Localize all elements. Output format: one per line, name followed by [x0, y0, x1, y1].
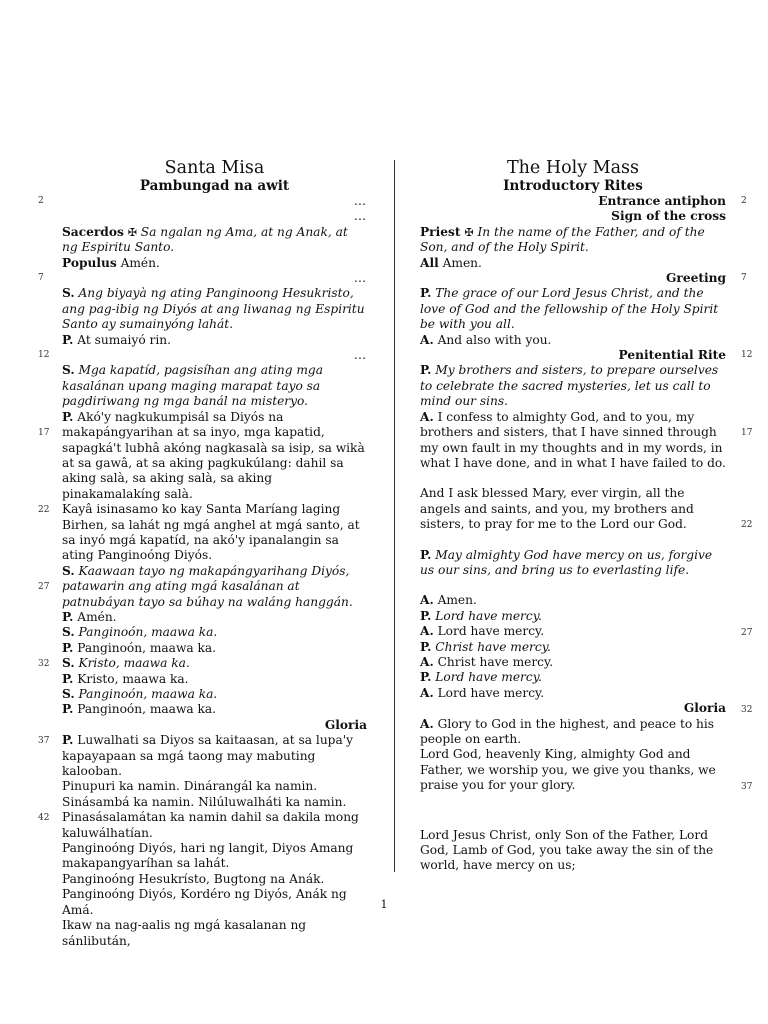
prayer-text: Amen.: [442, 255, 482, 270]
right-gloria-heading: Gloria: [683, 701, 726, 716]
prayer-text: At sumaiyó rin.: [77, 332, 171, 347]
right-greeting-a: [420, 333, 726, 348]
role-label: S.: [62, 363, 75, 378]
right-sign-of-cross: [420, 225, 726, 256]
left-sign-of-cross: [62, 225, 367, 256]
left-absolution-s: [62, 564, 367, 610]
prayer-text: Amén.: [77, 609, 117, 624]
left-penitential-p: [62, 410, 367, 502]
page-number: 1: [380, 898, 388, 911]
kyrie-line: [420, 624, 726, 639]
line-number: 32: [741, 705, 753, 715]
kyrie-line: [62, 687, 367, 702]
role-label: A.: [420, 332, 434, 347]
spacer: [420, 578, 726, 593]
line-number: 2: [38, 196, 44, 206]
right-subtitle: Introductory Rites: [503, 178, 643, 194]
role-label: P.: [62, 332, 74, 347]
cross-icon: ✠: [464, 225, 474, 239]
kyrie-line: [62, 641, 367, 656]
role-label: All: [420, 255, 439, 270]
left-dots-2: …: [353, 209, 367, 224]
kyrie-line: [420, 686, 726, 701]
role-label: A.: [420, 409, 434, 424]
prayer-text: Lord have mercy.: [437, 624, 545, 639]
line-number: 17: [38, 428, 50, 438]
left-dots-4: …: [353, 348, 367, 363]
prayer-text: Kristo, maawa ka.: [77, 671, 189, 686]
prayer-text: Lord have mercy.: [437, 685, 545, 700]
role-label: P.: [420, 363, 432, 378]
left-greeting-p: [62, 333, 367, 348]
prayer-text: Ang biyayà ng ating Panginoong Hesukristo, ang pag-ibig ng Diyós at ang liwanag ng Espiritu Santo ay sumainyóng lahát.: [62, 286, 365, 332]
left-gloria-line: Panginoóng Hesukrísto, Bugtong na Anák.: [62, 871, 325, 886]
prayer-text: And also with you.: [437, 332, 552, 347]
kyrie-line: [420, 640, 726, 655]
left-gloria-line: Panginoóng Diyós, hari ng langit, Diyos Amang makapangyaríhan sa lahát.: [62, 841, 354, 871]
role-label: P.: [62, 733, 74, 748]
left-gloria-line: Pinupuri ka namin. Dinárangál ka namin. Sinásambá ka namin. Nilúluwalháti ka namin. Pinasásalamátan ka namin dahil sa dakila mong kaluwálhatían.: [62, 779, 359, 840]
role-label: P.: [62, 640, 74, 655]
prayer-text: I confess to almighty God, and to you, my brothers and sisters, that I have sinned through my own fault in my thoughts and in my words, in what I have done, and in what I have failed to do.: [420, 409, 726, 470]
role-label: P.: [420, 286, 432, 301]
left-penitential-p2: Kayâ isinasamo ko kay Santa Maríang laging Birhen, sa lahát ng mgá anghel at mgá santo, at sa inyó mgá kapatíd, na akó'y ipanalangin sa ating Panginoóng Diyós.: [62, 502, 360, 563]
sign-of-cross-heading: Sign of the cross: [611, 209, 726, 224]
line-number: 22: [741, 520, 753, 530]
role-label: S.: [62, 563, 75, 578]
prayer-text: Panginoón, maawa ka.: [78, 625, 218, 640]
role-label: P.: [62, 671, 74, 686]
right-gloria-line: Lord Jesus Christ, only Son of the Father, Lord God, Lamb of God, you take away the sin of the world, have mercy on us;: [420, 827, 714, 873]
role-label: A.: [420, 654, 434, 669]
entrance-antiphon-heading: Entrance antiphon: [598, 194, 726, 208]
prayer-text: Christ have mercy.: [435, 639, 551, 654]
role-label: P.: [62, 609, 74, 624]
right-title: The Holy Mass: [506, 158, 640, 178]
kyrie-line: [62, 625, 367, 640]
prayer-text: Amén.: [120, 255, 160, 270]
line-number: 42: [38, 813, 50, 823]
role-label: P.: [420, 547, 432, 562]
role-label: P.: [420, 608, 432, 623]
line-number: 27: [741, 628, 753, 638]
role-label: P.: [420, 670, 432, 685]
line-number: 7: [38, 273, 44, 283]
left-kyrie-list: [62, 610, 367, 718]
prayer-text: Panginoón, maawa ka.: [78, 687, 218, 701]
line-number: 32: [38, 659, 50, 669]
left-gloria-line: Panginoóng Diyós, Kordéro ng Diyós, Anák ng Amá.: [62, 887, 347, 917]
right-all: [420, 256, 726, 271]
kyrie-line: [62, 702, 367, 717]
prayer-text: Kristo, maawa ka.: [78, 656, 190, 671]
right-gloria-a: [420, 717, 726, 748]
penitential-heading: Penitential Rite: [618, 348, 726, 363]
role-label: P.: [62, 409, 74, 424]
role-label: S.: [62, 656, 75, 671]
prayer-text: Lord have mercy.: [435, 670, 542, 685]
prayer-text: Panginoón, maawa ka.: [77, 640, 217, 655]
prayer-text: Sa ngalan ng Ama, at ng Anak, at ng Espiritu Santo.: [62, 224, 348, 255]
spacer: [420, 471, 726, 486]
role-label: P.: [62, 702, 74, 717]
prayer-text: May almighty God have mercy on us, forgive us our sins, and bring us to everlasting life.: [420, 547, 713, 577]
prayer-text: Panginoón, maawa ka.: [77, 702, 217, 717]
kyrie-line: [420, 593, 726, 608]
prayer-text: Kaawaan tayo ng makapángyarihang Diyós, patawarin ang ating mgá kasalánan at patnubáyan tayo sa búhay na waláng hanggán.: [62, 563, 353, 609]
left-dots-3: …: [353, 271, 367, 286]
line-number: 12: [741, 350, 753, 360]
left-gloria-p: [62, 733, 367, 779]
right-greeting-p: [420, 286, 726, 332]
prayer-text: Amen.: [437, 593, 477, 608]
prayer-text: Lord have mercy.: [435, 608, 542, 623]
left-populus: [62, 256, 367, 271]
prayer-text: Christ have mercy.: [437, 654, 554, 669]
right-kyrie-list: [420, 593, 726, 701]
role-label: P.: [420, 639, 432, 654]
left-gloria-line: Ikaw na nag-aalis ng mgá kasalanan ng sánlibután,: [62, 918, 307, 948]
role-label: A.: [420, 624, 434, 639]
line-number: 22: [38, 505, 50, 515]
left-greeting-s: [62, 286, 367, 332]
column-divider: [394, 160, 395, 872]
english-column: [420, 158, 726, 874]
left-dots-1: …: [353, 194, 367, 208]
spacer: [420, 794, 726, 811]
left-penitential-s: [62, 363, 367, 409]
prayer-text: Akó'y nagkukumpisál sa Diyós na makapángyarihan at sa inyo, mga kapatid, sapagká't lubhâ akóng nagkasalà sa isip, sa wikà at sa gawâ, at sa aking pagkukúlang: dahil sa aking salà, sa aking salà, sa aking pinakamalakíng salà.: [62, 409, 365, 501]
role-label: A.: [420, 593, 434, 608]
right-gloria-line: Lord God, heavenly King, almighty God and Father, we worship you, we give you thanks, we praise you for your glory.: [420, 747, 716, 793]
prayer-text: Mga kapatíd, pagsisíhan ang ating mga kasalánan upang maging marapat tayo sa pagdiriwang ng mga banál na misteryo.: [62, 363, 323, 409]
role-label: S.: [62, 625, 75, 640]
role-label: Sacerdos: [62, 224, 124, 239]
prayer-text: Glory to God in the highest, and peace to his people on earth.: [420, 716, 715, 746]
line-number: 37: [38, 736, 50, 746]
kyrie-line: [62, 656, 367, 671]
prayer-text: Luwalhati sa Diyos sa kaitaasan, at sa lupa'y kapayapaan sa mgá taong may mabuting kalooban.: [62, 733, 353, 779]
role-label: A.: [420, 685, 434, 700]
left-gloria-heading: Gloria: [324, 717, 367, 732]
role-label: Priest: [420, 224, 461, 239]
kyrie-line: [420, 655, 726, 670]
left-title: Santa Misa: [164, 158, 265, 178]
role-label: A.: [420, 716, 434, 731]
line-number: 12: [38, 350, 50, 360]
spacer: [420, 533, 726, 548]
prayer-text: My brothers and sisters, to prepare ourselves to celebrate the sacred mysteries, let us call to mind our sins.: [420, 363, 719, 409]
right-penitential-a: [420, 410, 726, 472]
line-number: 7: [741, 273, 747, 283]
right-penitential-a2: And I ask blessed Mary, ever virgin, all the angels and saints, and you, my brothers and sisters, to pray for me to the Lord our God.: [420, 486, 694, 532]
line-number: 27: [38, 582, 50, 592]
kyrie-line: [420, 609, 726, 624]
right-absolution-p: [420, 548, 726, 579]
cross-icon: ✠: [127, 225, 137, 239]
role-label: S.: [62, 687, 75, 701]
prayer-text: In the name of the Father, and of the Son, and of the Holy Spirit.: [420, 224, 705, 255]
role-label: S.: [62, 286, 75, 301]
kyrie-line: [62, 610, 367, 625]
kyrie-line: [420, 670, 726, 685]
prayer-text: The grace of our Lord Jesus Christ, and the love of God and the fellowship of the Holy Spirit be with you all.: [420, 286, 719, 332]
spacer: [420, 811, 726, 828]
tagalog-column: [62, 158, 367, 949]
left-subtitle: Pambungad na awit: [139, 178, 290, 194]
kyrie-line: [62, 672, 367, 687]
line-number: 17: [741, 428, 753, 438]
role-label: Populus: [62, 255, 117, 270]
greeting-heading: Greeting: [666, 271, 726, 286]
line-number: 37: [741, 782, 753, 792]
right-penitential-p: [420, 363, 726, 409]
line-number: 2: [741, 196, 747, 206]
